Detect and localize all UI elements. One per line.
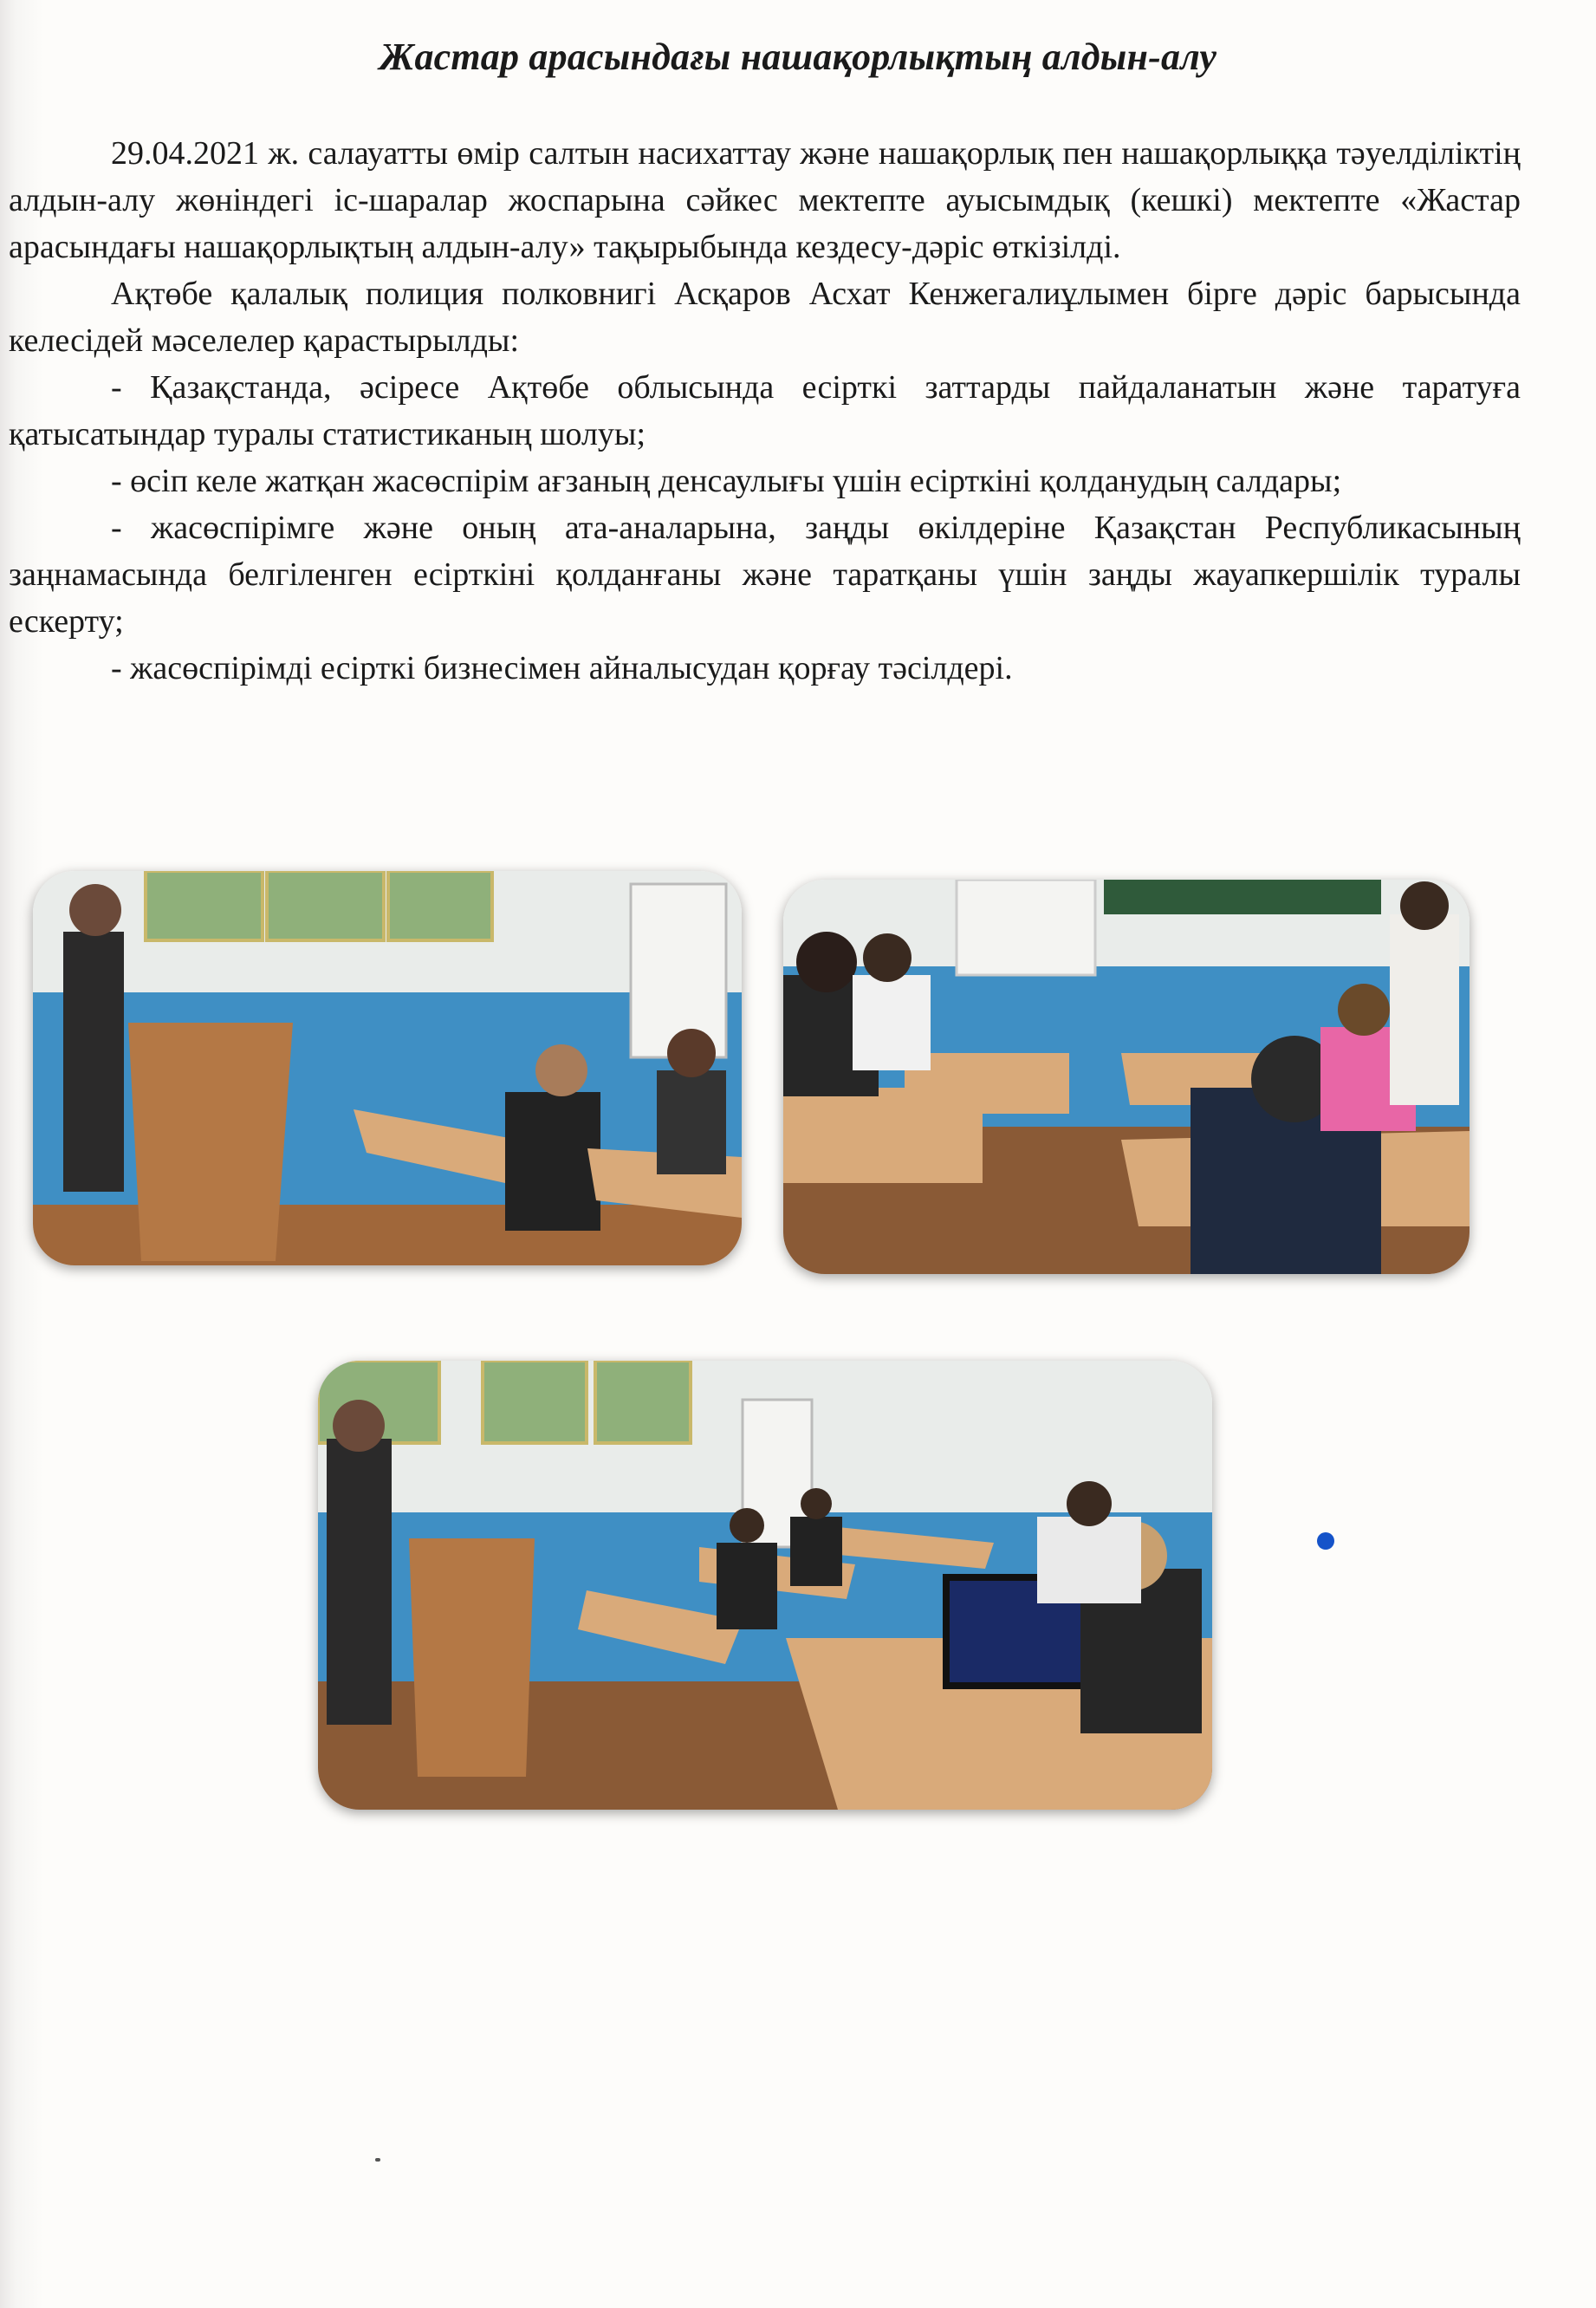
list-item-protection: - жасөспірімді есірткі бизнесімен айналысудан қорғау тәсілдері. — [111, 650, 1013, 686]
document-title: Жастар арасындағы нашақорлықтың алдын-алу — [379, 36, 1217, 78]
classroom-photo-3 — [318, 1361, 1212, 1810]
paragraph-lecture: Ақтөбе қалалық полиция полковнигі Асқаров Асхат Кенжегалиұлымен бірге дәріс барысында келесідей мәселелер қарастырылды: — [9, 276, 1521, 359]
scan-speck — [375, 2158, 380, 2162]
blue-marker-dot — [1317, 1532, 1334, 1550]
paragraph-intro: 29.04.2021 ж. салауатты өмір салтын насихаттау және нашақорлық пен нашақорлыққа тәуелділіктің алдын-алу жөніндегі іс-шаралар жоспарына сәйкес мектепте ауысымдық (кешкі) мектепте «Жастар арасындағы нашақорлықтың алдын-алу» тақырыбында кездесу-дәріс өткізілді. — [9, 135, 1521, 265]
classroom-photo-1 — [33, 871, 742, 1265]
list-item-health: - өсіп келе жатқан жасөспірім ағзаның денсаулығы үшін есірткіні қолданудың салдары; — [111, 463, 1342, 499]
document-body — [9, 130, 1521, 692]
classroom-photo-2 — [783, 880, 1469, 1274]
list-item-responsibility: - жасөспірімге және оның ата-аналарына, заңды өкілдеріне Қазақстан Республикасының заңнамасында белгіленген есірткіні қолданғаны және таратқаны үшін заңды жауапкершілік туралы ескерту; — [9, 510, 1521, 640]
list-item-statistics: - Қазақстанда, әсіресе Ақтөбе облысында есірткі заттарды пайдаланатын және таратуға қатысатындар туралы статистиканың шолуы; — [9, 369, 1521, 452]
